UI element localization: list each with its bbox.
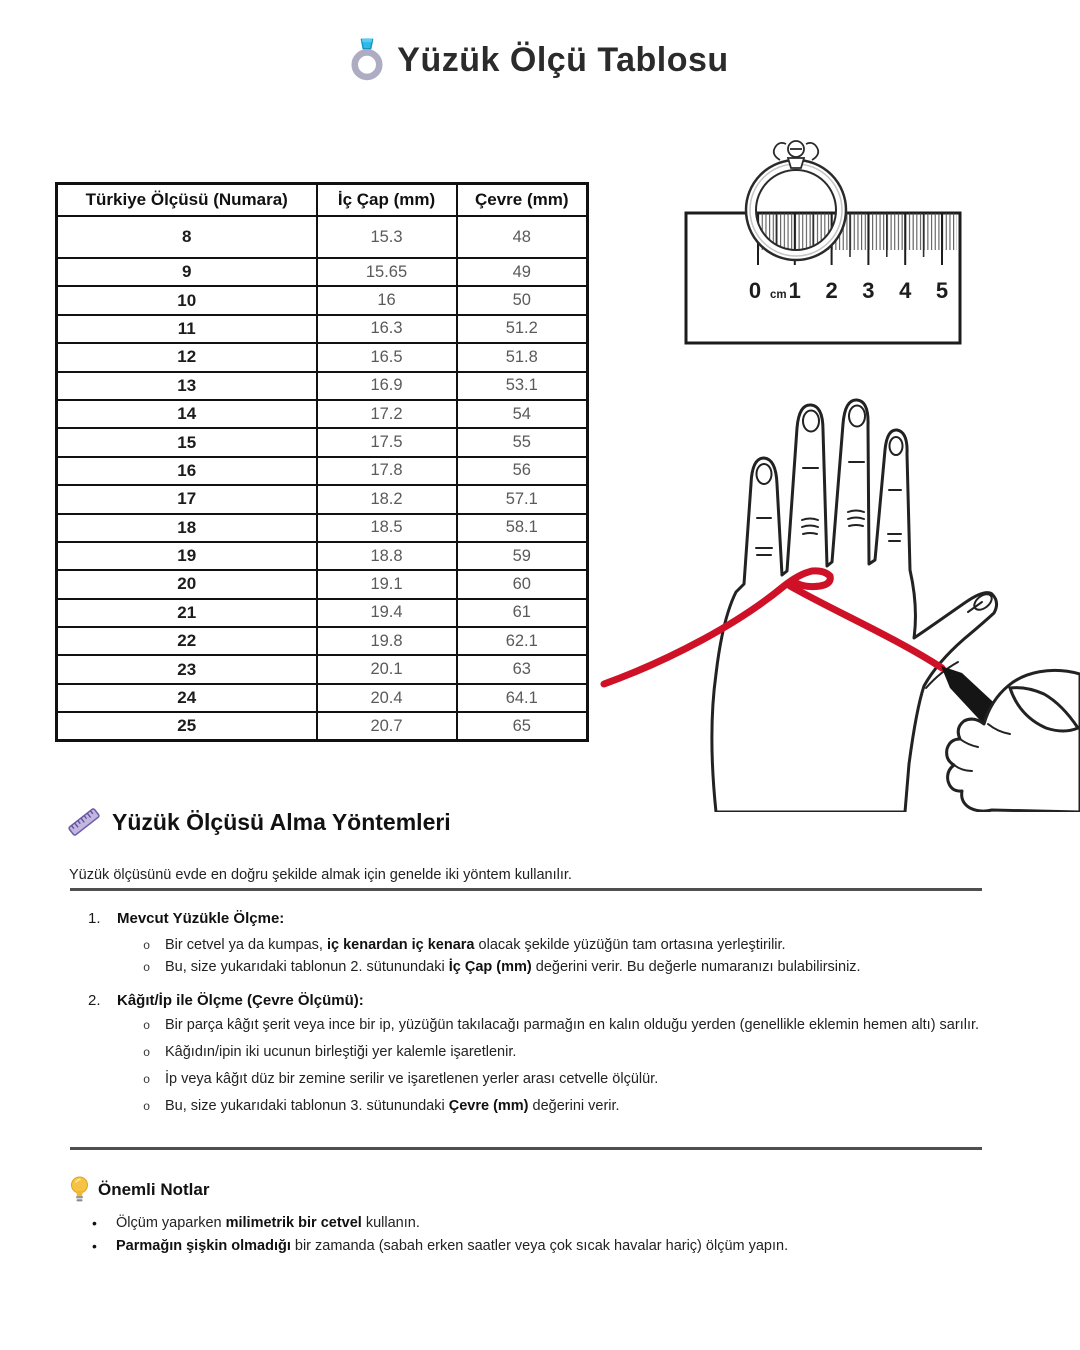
ruler-unit-label: cm — [770, 289, 787, 301]
method-2-bullet-3: o İp veya kâğıt düz bir zemine serilir ve işaretlenen yerler arası cetvelle ölçülür. — [88, 1068, 1008, 1090]
table-cell: 59 — [457, 542, 588, 570]
table-cell: 51.8 — [457, 343, 588, 371]
notes-heading: Önemli Notlar — [98, 1180, 210, 1199]
methods-list — [88, 908, 1008, 1117]
table-cell: 18.5 — [317, 514, 457, 542]
table-cell: 49 — [457, 258, 588, 286]
method-item-2-title: 2. Kâğıt/İp ile Ölçme (Çevre Ölçümü): — [88, 990, 1008, 1012]
table-cell: 22 — [57, 627, 317, 655]
note-bullet-2: • Parmağın şişkin olmadığı bir zamanda (sabah erken saatler veya çok sıcak havalar hariç) ölçüm yapın. — [88, 1235, 1008, 1258]
divider — [70, 1147, 982, 1150]
table-cell: 48 — [457, 216, 588, 258]
table-cell: 20 — [57, 570, 317, 598]
table-cell: 19.4 — [317, 599, 457, 627]
table-cell: 24 — [57, 684, 317, 712]
table-cell: 15 — [57, 428, 317, 456]
list-number: 1. — [88, 910, 101, 927]
method-2-bullet-4: o Bu, size yukarıdaki tablonun 3. sütunundaki Çevre (mm) değerini verir. — [88, 1095, 1008, 1117]
table-cell: 18.2 — [317, 485, 457, 513]
ring-size-table — [55, 182, 589, 742]
table-cell: 9 — [57, 258, 317, 286]
table-cell: 16.3 — [317, 315, 457, 343]
table-cell: 17.2 — [317, 400, 457, 428]
column-header-circumference: Çevre (mm) — [457, 184, 588, 217]
table-row — [57, 428, 588, 456]
table-cell: 50 — [457, 286, 588, 314]
table-cell: 10 — [57, 286, 317, 314]
table-cell: 25 — [57, 712, 317, 740]
divider — [70, 888, 982, 891]
table-row — [57, 457, 588, 485]
table-cell: 14 — [57, 400, 317, 428]
page-title: Yüzük Ölçü Tablosu — [397, 40, 729, 79]
table-cell: 51.2 — [457, 315, 588, 343]
table-cell: 64.1 — [457, 684, 588, 712]
table-cell: 55 — [457, 428, 588, 456]
table-cell: 16.9 — [317, 372, 457, 400]
table-cell: 13 — [57, 372, 317, 400]
bullet-marker: • — [92, 1215, 97, 1231]
table-row — [57, 400, 588, 428]
sub-bullet-marker: o — [143, 1100, 151, 1114]
method-item-1-title: 1. Mevcut Yüzükle Ölçme: — [88, 908, 1008, 930]
table-row — [57, 286, 588, 314]
table-row — [57, 627, 588, 655]
ruler-number-0: 0 — [748, 278, 762, 303]
table-cell: 58.1 — [457, 514, 588, 542]
table-row — [57, 485, 588, 513]
list-number: 2. — [88, 992, 101, 1009]
table-cell: 57.1 — [457, 485, 588, 513]
table-cell: 21 — [57, 599, 317, 627]
notes-heading-row — [70, 1176, 209, 1204]
table-cell: 20.4 — [317, 684, 457, 712]
table-row — [57, 542, 588, 570]
ruler-icon — [66, 804, 102, 840]
sub-bullet-marker: o — [143, 1073, 151, 1087]
methods-intro: Yüzük ölçüsünü evde en doğru şekilde almak için genelde iki yöntem kullanılır. — [69, 866, 572, 883]
table-cell: 11 — [57, 315, 317, 343]
sub-bullet-marker: o — [143, 1019, 151, 1033]
page-title-row — [0, 36, 1080, 84]
ruler-number-4: 4 — [899, 278, 912, 303]
table-row — [57, 570, 588, 598]
table-cell: 65 — [457, 712, 588, 740]
method-2-bullet-1: o Bir parça kâğıt şerit veya ince bir ip, yüzüğün takılacağı parmağın en kalın olduğu yerden (genellikle eklemin hemen altı) sarılır. — [88, 1014, 1008, 1036]
table-cell: 53.1 — [457, 372, 588, 400]
method-1-bullet-2: o Bu, size yukarıdaki tablonun 2. sütunundaki İç Çap (mm) değerini verir. Bu değerle numaranızı bulabilirsiniz. — [88, 956, 1008, 978]
table-row — [57, 216, 588, 258]
table-cell: 16 — [57, 457, 317, 485]
methods-heading-row — [66, 804, 451, 840]
table-cell: 16.5 — [317, 343, 457, 371]
table-cell: 17.5 — [317, 428, 457, 456]
table-row — [57, 684, 588, 712]
sub-bullet-marker: o — [143, 961, 151, 975]
table-cell: 23 — [57, 655, 317, 683]
table-row — [57, 372, 588, 400]
table-cell: 15.65 — [317, 258, 457, 286]
table-row — [57, 712, 588, 740]
notes-list — [88, 1212, 1008, 1258]
table-row — [57, 514, 588, 542]
ruler-number-1: 1 — [788, 278, 801, 303]
table-row — [57, 655, 588, 683]
method-1-bullet-1: o Bir cetvel ya da kumpas, iç kenardan iç kenara olacak şekilde yüzüğün tam ortasına yerleştirilir. — [88, 934, 1008, 956]
table-cell: 63 — [457, 655, 588, 683]
sub-bullet-marker: o — [143, 1046, 151, 1060]
table-cell: 54 — [457, 400, 588, 428]
table-cell: 12 — [57, 343, 317, 371]
table-cell: 19 — [57, 542, 317, 570]
table-row — [57, 343, 588, 371]
table-cell: 62.1 — [457, 627, 588, 655]
table-cell: 20.7 — [317, 712, 457, 740]
table-cell: 17.8 — [317, 457, 457, 485]
ruler-number-3: 3 — [862, 278, 875, 303]
table-cell: 18 — [57, 514, 317, 542]
table-cell: 18.8 — [317, 542, 457, 570]
table-cell: 19.1 — [317, 570, 457, 598]
table-cell: 8 — [57, 216, 317, 258]
table-cell: 15.3 — [317, 216, 457, 258]
table-cell: 61 — [457, 599, 588, 627]
methods-heading: Yüzük Ölçüsü Alma Yöntemleri — [112, 808, 451, 835]
table-row — [57, 258, 588, 286]
bullet-marker: • — [92, 1238, 97, 1254]
column-header-size: Türkiye Ölçüsü (Numara) — [57, 184, 317, 217]
ruler-number-2: 2 — [825, 278, 838, 303]
table-cell: 17 — [57, 485, 317, 513]
table-cell: 60 — [457, 570, 588, 598]
hand-string-measure-illustration — [600, 372, 1080, 812]
table-cell: 20.1 — [317, 655, 457, 683]
column-header-diameter: İç Çap (mm) — [317, 184, 457, 217]
lightbulb-icon — [70, 1176, 89, 1204]
ruler-number-5: 5 — [935, 278, 949, 303]
table-cell: 19.8 — [317, 627, 457, 655]
table-header-row — [57, 184, 588, 217]
method-2-bullet-2: o Kâğıdın/ipin iki ucunun birleştiği yer kalemle işaretlenir. — [88, 1041, 1008, 1063]
table-cell: 16 — [317, 286, 457, 314]
table-cell: 56 — [457, 457, 588, 485]
ruler-mm-ticks — [758, 213, 957, 250]
ring-icon — [351, 36, 383, 84]
note-bullet-1: • Ölçüm yaparken milimetrik bir cetvel kullanın. — [88, 1212, 1008, 1235]
table-row — [57, 315, 588, 343]
ring-on-ruler-illustration — [668, 128, 968, 366]
table-row — [57, 599, 588, 627]
sub-bullet-marker: o — [143, 939, 151, 953]
